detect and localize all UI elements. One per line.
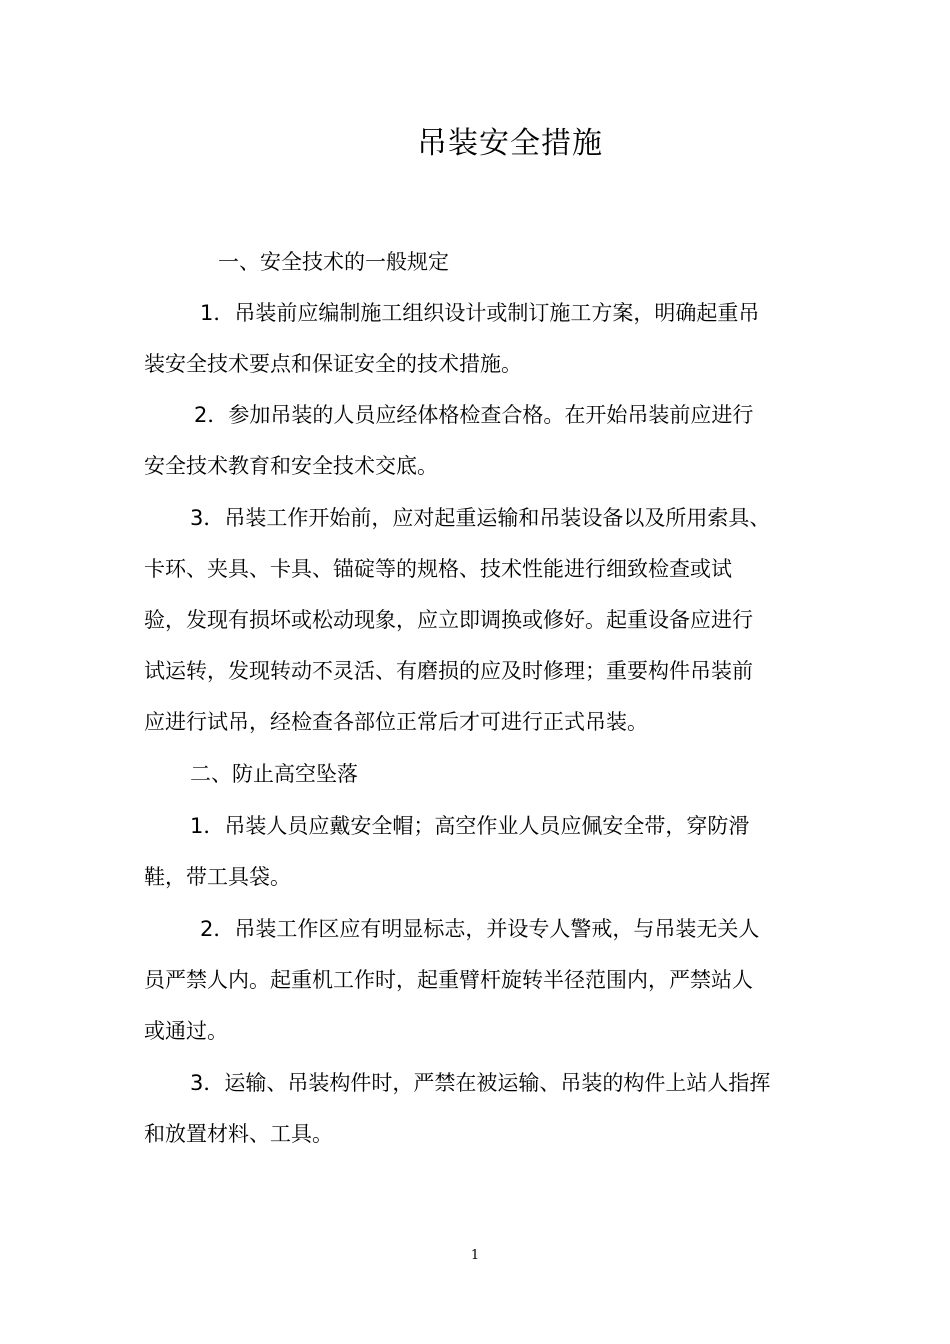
paragraph-line: 应进行试吊，经检查各部位正常后才可进行正式吊装。: [144, 710, 648, 734]
paragraph-line: 验，发现有损坏或松动现象，应立即调换或修好。起重设备应进行: [144, 608, 753, 632]
paragraph-line: 鞋，带工具袋。: [144, 865, 291, 889]
section-heading-2: 二、防止高空坠落: [190, 762, 358, 786]
paragraph-line: 3．运输、吊装构件时，严禁在被运输、吊装的构件上站人指挥: [190, 1071, 771, 1095]
paragraph-line: 装安全技术要点和保证安全的技术措施。: [144, 352, 522, 376]
paragraph-line: 试运转，发现转动不灵活、有磨损的应及时修理；重要构件吊装前: [144, 659, 753, 683]
paragraph-line: 员严禁人内。起重机工作时，起重臂杆旋转半径范围内，严禁站人: [144, 968, 753, 992]
document-title: 吊装安全措施: [417, 126, 603, 161]
paragraph-line: 3．吊装工作开始前，应对起重运输和吊装设备以及所用索具、: [190, 506, 771, 530]
paragraph-line: 1．吊装前应编制施工组织设计或制订施工方案，明确起重吊: [200, 301, 760, 325]
paragraph-line: 2．吊装工作区应有明显标志，并设专人警戒，与吊装无关人: [200, 917, 760, 941]
paragraph-line: 和放置材料、工具。: [144, 1122, 333, 1146]
paragraph-line: 或通过。: [144, 1019, 228, 1043]
paragraph-line: 卡环、夹具、卡具、锚碇等的规格、技术性能进行细致检查或试: [144, 557, 732, 581]
paragraph-line: 安全技术教育和安全技术交底。: [144, 454, 438, 478]
paragraph-line: 2．参加吊装的人员应经体格检查合格。在开始吊装前应进行: [194, 403, 754, 427]
section-heading-1: 一、安全技术的一般规定: [218, 250, 449, 274]
page-number: 1: [470, 1248, 480, 1263]
paragraph-line: 1．吊装人员应戴安全帽；高空作业人员应佩安全带，穿防滑: [190, 814, 750, 838]
